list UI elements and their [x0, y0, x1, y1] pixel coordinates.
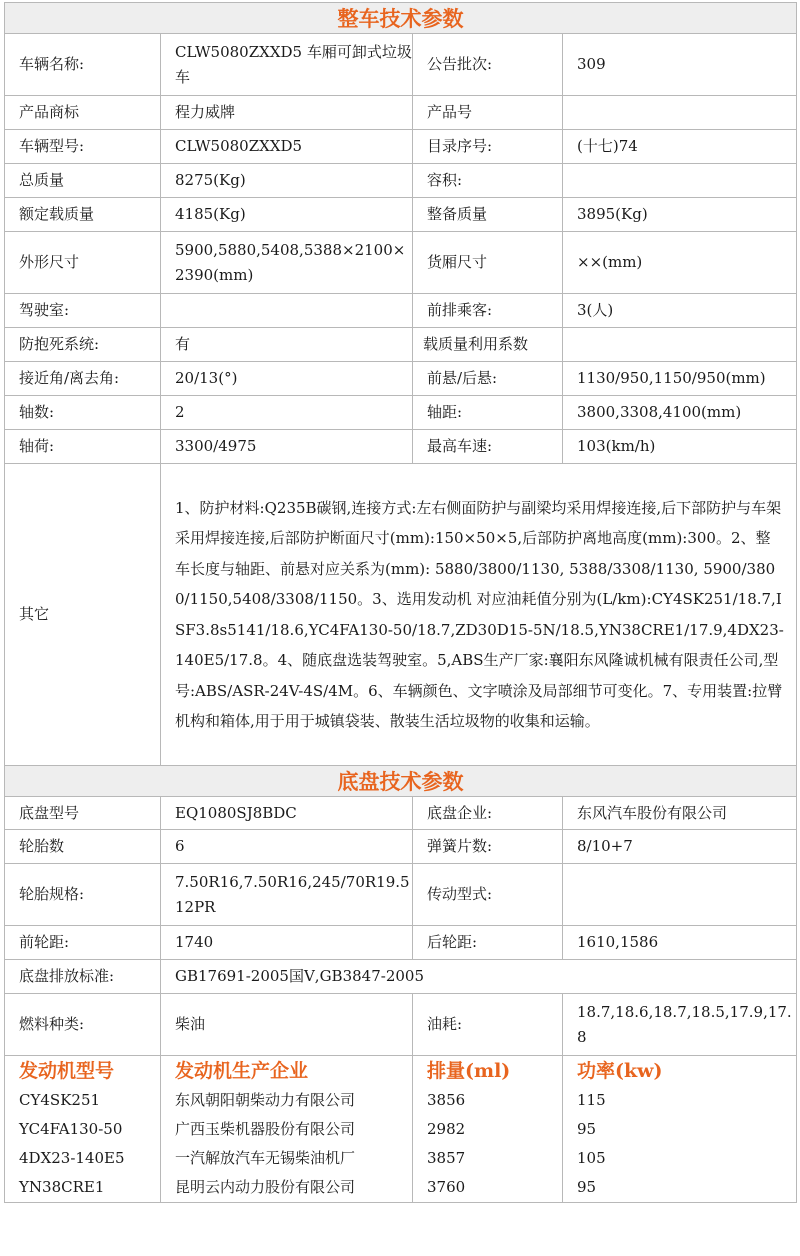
label-chassis-model: 底盘型号 — [5, 797, 161, 830]
chassis-section-title: 底盘技术参数 — [5, 766, 797, 797]
value-total-mass: 8275(Kg) — [161, 164, 413, 198]
value-curb-mass: 3895(Kg) — [563, 198, 797, 232]
engine-manufacturer: 一汽解放汽车无锡柴油机厂 — [161, 1144, 413, 1173]
value-chassis-company: 东风汽车股份有限公司 — [563, 797, 797, 830]
value-drive-type — [563, 864, 797, 926]
engine-table-header — [5, 1056, 797, 1087]
value-fuel-consumption: 18.7,18.6,18.7,18.5,17.9,17.8 — [563, 994, 797, 1056]
spec-sheet — [4, 2, 796, 1203]
value-chassis-model: EQ1080SJ8BDC — [161, 797, 413, 830]
engine-manufacturer: 广西玉柴机器股份有限公司 — [161, 1115, 413, 1144]
value-cab — [161, 294, 413, 328]
engine-model: YN38CRE1 — [5, 1173, 161, 1203]
value-vehicle-name: CLW5080ZXXD5 车厢可卸式垃圾车 — [161, 34, 413, 96]
label-max-speed: 最高车速: — [413, 430, 563, 464]
label-total-mass: 总质量 — [5, 164, 161, 198]
value-overhang: 1130/950,1150/950(mm) — [563, 362, 797, 396]
label-rated-load: 额定载质量 — [5, 198, 161, 232]
engine-power: 95 — [563, 1173, 797, 1203]
label-axle-load: 轴荷: — [5, 430, 161, 464]
label-chassis-company: 底盘企业: — [413, 797, 563, 830]
engine-header-displacement: 排量(ml) — [413, 1056, 563, 1087]
engine-model: YC4FA130-50 — [5, 1115, 161, 1144]
engine-power: 105 — [563, 1144, 797, 1173]
value-wheelbase: 3800,3308,4100(mm) — [563, 396, 797, 430]
engine-header-manufacturer: 发动机生产企业 — [161, 1056, 413, 1087]
engine-manufacturer: 东风朝阳朝柴动力有限公司 — [161, 1086, 413, 1115]
label-catalog-number: 目录序号: — [413, 130, 563, 164]
value-approach-departure: 20/13(°) — [161, 362, 413, 396]
engine-row — [5, 1173, 797, 1203]
value-fuel-type: 柴油 — [161, 994, 413, 1056]
engine-header-power: 功率(kw) — [563, 1056, 797, 1087]
engine-displacement: 3856 — [413, 1086, 563, 1115]
engine-row — [5, 1086, 797, 1115]
engine-model: CY4SK251 — [5, 1086, 161, 1115]
engine-displacement: 2982 — [413, 1115, 563, 1144]
value-tire-spec: 7.50R16,7.50R16,245/70R19.5 12PR — [161, 864, 413, 926]
label-tire-count: 轮胎数 — [5, 830, 161, 864]
label-dimensions: 外形尺寸 — [5, 232, 161, 294]
value-volume — [563, 164, 797, 198]
value-max-speed: 103(km/h) — [563, 430, 797, 464]
engine-power: 95 — [563, 1115, 797, 1144]
label-other: 其它 — [5, 464, 161, 766]
value-announcement-batch: 309 — [563, 34, 797, 96]
label-volume: 容积: — [413, 164, 563, 198]
value-trademark: 程力威牌 — [161, 96, 413, 130]
label-cab: 驾驶室: — [5, 294, 161, 328]
value-product-number — [563, 96, 797, 130]
value-front-passengers: 3(人) — [563, 294, 797, 328]
value-tire-count: 6 — [161, 830, 413, 864]
value-axle-load: 3300/4975 — [161, 430, 413, 464]
engine-displacement: 3760 — [413, 1173, 563, 1203]
label-load-utilization: 载质量利用系数 — [413, 328, 563, 362]
label-overhang: 前悬/后悬: — [413, 362, 563, 396]
label-front-track: 前轮距: — [5, 926, 161, 960]
value-cargo-dimensions: ××(mm) — [563, 232, 797, 294]
label-rear-track: 后轮距: — [413, 926, 563, 960]
value-vehicle-model: CLW5080ZXXD5 — [161, 130, 413, 164]
label-approach-departure: 接近角/离去角: — [5, 362, 161, 396]
label-curb-mass: 整备质量 — [413, 198, 563, 232]
engine-displacement: 3857 — [413, 1144, 563, 1173]
engine-row — [5, 1115, 797, 1144]
label-emission: 底盘排放标准: — [5, 960, 161, 994]
value-rated-load: 4185(Kg) — [161, 198, 413, 232]
label-cargo-dimensions: 货厢尺寸 — [413, 232, 563, 294]
label-drive-type: 传动型式: — [413, 864, 563, 926]
value-dimensions: 5900,5880,5408,5388×2100×2390(mm) — [161, 232, 413, 294]
value-catalog-number: (十七)74 — [563, 130, 797, 164]
label-vehicle-model: 车辆型号: — [5, 130, 161, 164]
value-abs: 有 — [161, 328, 413, 362]
engine-power: 115 — [563, 1086, 797, 1115]
value-load-utilization — [563, 328, 797, 362]
value-rear-track: 1610,1586 — [563, 926, 797, 960]
engine-row — [5, 1144, 797, 1173]
value-axle-count: 2 — [161, 396, 413, 430]
label-trademark: 产品商标 — [5, 96, 161, 130]
label-spring-leaves: 弹簧片数: — [413, 830, 563, 864]
value-other: 1、防护材料:Q235B碳钢,连接方式:左右侧面防护与副梁均采用焊接连接,后下部防护与车架采用焊接连接,后部防护断面尺寸(mm):150×50×5,后部防护离地高度(mm):300。2、整车长度与轴距、前悬对应关系为(mm): 5880/3800/1130, 5388/3308/1130, 5900/3800/1150,5408/3308/1150。3、选用发动机 对应油耗值分别为(L/km):CY4SK251/18.7,ISF3.8s5141/18.6,YC4FA130-50/18.7,ZD30D15-5N/18.5,YN38CRE1/17.9,4DX23-140E5/17.8。4、随底盘选装驾驶室。5,ABS生产厂家:襄阳东风隆诚机械有限责任公司,型号:ABS/ASR-24V-4S/4M。6、车辆颜色、文字喷涂及局部细节可变化。7、专用装置:拉臂机构和箱体,用于用于城镇袋装、散装生活垃圾物的收集和运输。 — [161, 464, 797, 766]
engine-manufacturer: 昆明云内动力股份有限公司 — [161, 1173, 413, 1203]
spec-table — [4, 2, 797, 1203]
value-emission: GB17691-2005国Ⅴ,GB3847-2005 — [161, 960, 797, 994]
value-front-track: 1740 — [161, 926, 413, 960]
engine-header-model: 发动机型号 — [5, 1056, 161, 1087]
label-front-passengers: 前排乘客: — [413, 294, 563, 328]
label-tire-spec: 轮胎规格: — [5, 864, 161, 926]
label-vehicle-name: 车辆名称: — [5, 34, 161, 96]
label-abs: 防抱死系统: — [5, 328, 161, 362]
label-announcement-batch: 公告批次: — [413, 34, 563, 96]
vehicle-section-title: 整车技术参数 — [5, 3, 797, 34]
label-product-number: 产品号 — [413, 96, 563, 130]
label-axle-count: 轴数: — [5, 396, 161, 430]
label-fuel-type: 燃料种类: — [5, 994, 161, 1056]
value-spring-leaves: 8/10+7 — [563, 830, 797, 864]
label-wheelbase: 轴距: — [413, 396, 563, 430]
engine-model: 4DX23-140E5 — [5, 1144, 161, 1173]
label-fuel-consumption: 油耗: — [413, 994, 563, 1056]
